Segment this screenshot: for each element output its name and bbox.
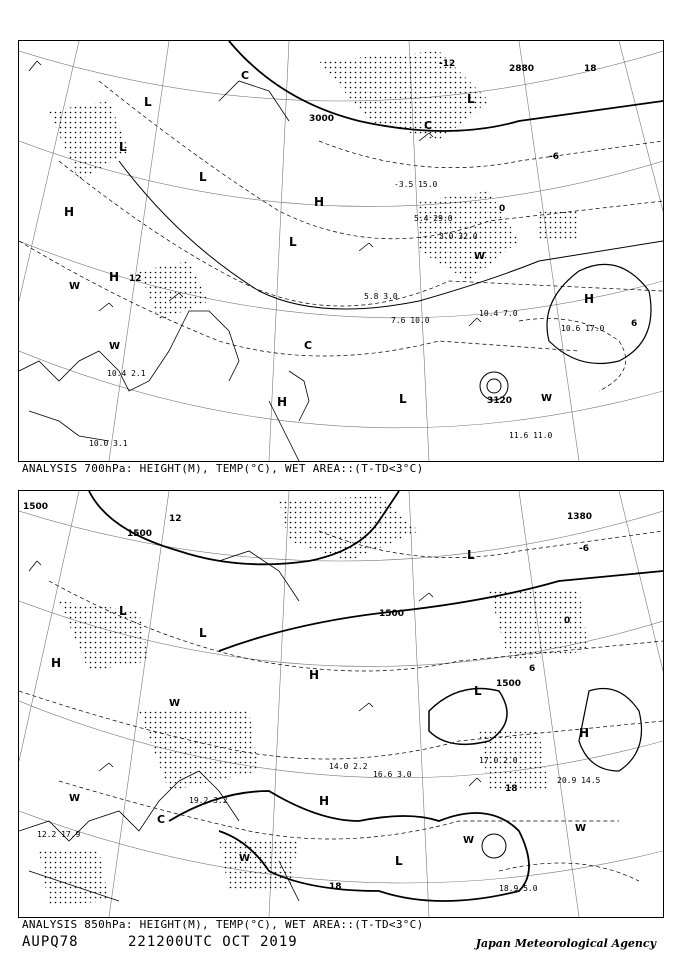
warm-symbol: W	[239, 853, 251, 864]
low-pressure-symbol: L	[199, 626, 207, 640]
map-700hpa-canvas	[19, 41, 663, 461]
map-panel-850hpa	[18, 490, 664, 918]
contour-label: 0	[499, 204, 506, 214]
warm-symbol: W	[169, 698, 181, 709]
contour-label: 0	[564, 616, 571, 626]
high-pressure-symbol: H	[319, 794, 330, 808]
station-value: 20.9 14.5	[557, 776, 601, 785]
warm-symbol: W	[69, 281, 81, 292]
cold-symbol: C	[304, 339, 313, 352]
low-pressure-symbol: L	[399, 392, 407, 406]
station-value: 10.0 3.1	[89, 439, 128, 448]
warm-symbol: W	[109, 341, 121, 352]
contour-label: 6	[631, 319, 638, 329]
high-pressure-symbol: H	[579, 726, 590, 740]
contour-label: 18	[584, 64, 597, 74]
station-value: 18.9 5.0	[499, 884, 538, 893]
high-pressure-symbol: H	[109, 270, 120, 284]
contour-label: -6	[579, 544, 589, 554]
contour-label: 2880	[509, 64, 535, 74]
warm-symbol: W	[69, 793, 81, 804]
station-value: 17.0 2.0	[479, 756, 518, 765]
contour-label: 12	[129, 274, 142, 284]
station-value: 12.2 17.9	[37, 830, 81, 839]
panel-caption-700hpa: ANALYSIS 700hPa: HEIGHT(M), TEMP(°C), WET AREA::(T-TD<3°C)	[22, 462, 424, 475]
station-value: 14.0 2.2	[329, 762, 368, 771]
station-value: 16.6 3.0	[373, 770, 412, 779]
contour-label: 1500	[496, 679, 522, 689]
station-value: -3.5 15.0	[394, 180, 438, 189]
agency-credit: Japan Meteorological Agency	[475, 937, 656, 950]
chart-code: AUPQ78	[22, 934, 79, 950]
low-pressure-symbol: L	[467, 548, 475, 562]
low-pressure-symbol: L	[144, 95, 152, 109]
cold-symbol: C	[424, 119, 433, 132]
contour-label: -12	[439, 59, 456, 69]
warm-symbol: W	[474, 251, 486, 262]
station-value: 7.6 10.0	[391, 316, 430, 325]
high-pressure-symbol: H	[309, 668, 320, 682]
contour-label: 6	[529, 664, 536, 674]
high-pressure-symbol: H	[64, 205, 75, 219]
contour-label: 1500	[127, 529, 153, 539]
station-value: 10.4 2.1	[107, 369, 146, 378]
contour-label: -6	[549, 152, 559, 162]
low-pressure-symbol: L	[289, 235, 297, 249]
warm-symbol: W	[541, 393, 553, 404]
high-pressure-symbol: H	[584, 292, 595, 306]
high-pressure-symbol: H	[314, 195, 325, 209]
contour-label: 1500	[379, 609, 405, 619]
high-pressure-symbol: H	[277, 395, 288, 409]
contour-label: 1380	[567, 512, 593, 522]
height-contours	[89, 491, 663, 901]
warm-symbol: W	[575, 823, 587, 834]
station-value: 10.6 17.0	[561, 324, 605, 333]
low-pressure-symbol: L	[467, 92, 475, 106]
station-value: 5.4 29.0	[414, 214, 453, 223]
low-pressure-symbol: L	[119, 140, 127, 154]
contour-label: 1500	[23, 502, 49, 512]
valid-time: 221200UTC OCT 2019	[128, 934, 298, 950]
station-value: 19.2 3.2	[189, 796, 228, 805]
high-pressure-symbol: H	[51, 656, 62, 670]
cold-symbol: C	[157, 813, 166, 826]
contour-label: 3000	[309, 114, 335, 124]
panel-caption-850hpa: ANALYSIS 850hPa: HEIGHT(M), TEMP(°C), WET AREA::(T-TD<3°C)	[22, 918, 424, 931]
graticule	[19, 41, 663, 461]
contour-label: 12	[169, 514, 182, 524]
station-value: 10.4 7.0	[479, 309, 518, 318]
station-value: 3.0 32.0	[439, 232, 478, 241]
contour-label: 18	[505, 784, 518, 794]
station-value: 5.8 3.0	[364, 292, 398, 301]
low-pressure-symbol: L	[199, 170, 207, 184]
warm-symbol: W	[463, 835, 475, 846]
low-pressure-symbol: L	[119, 604, 127, 618]
contour-label: 18	[329, 882, 342, 892]
low-pressure-symbol: L	[474, 684, 482, 698]
station-value: 11.6 11.0	[509, 431, 553, 440]
map-850hpa-canvas	[19, 491, 663, 917]
low-pressure-symbol: L	[395, 854, 403, 868]
map-panel-700hpa	[18, 40, 664, 462]
contour-label: 3120	[487, 396, 513, 406]
cold-symbol: C	[241, 69, 250, 82]
